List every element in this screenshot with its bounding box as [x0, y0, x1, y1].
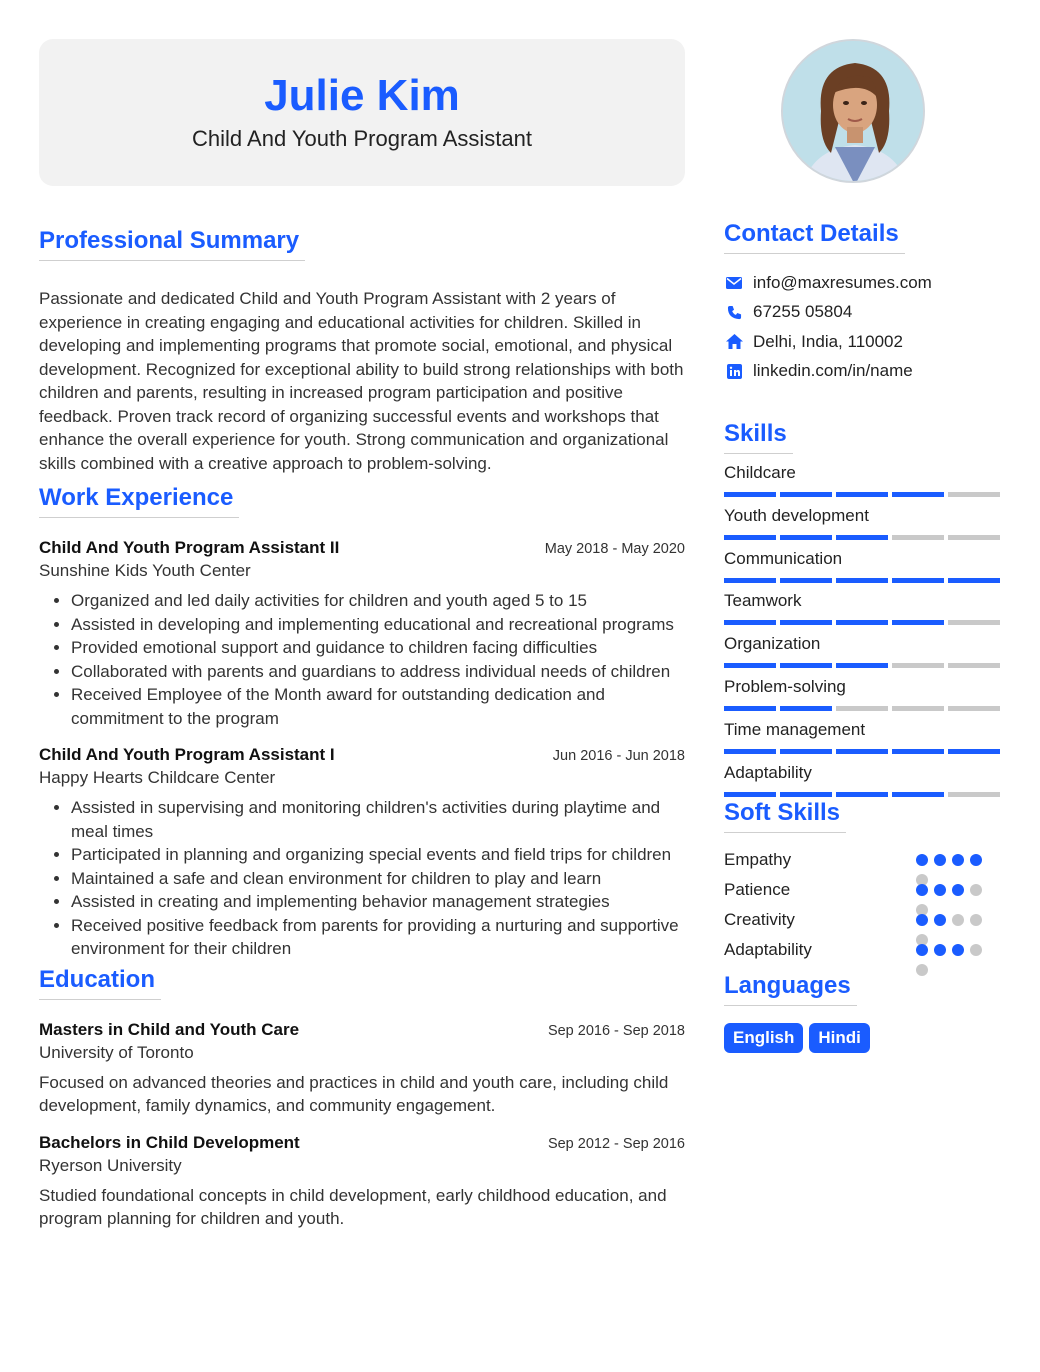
job-bullet: • Assisted in supervising and monitoring children's activities during playtime and meal times	[71, 796, 685, 843]
skill-level-bar	[724, 749, 1004, 754]
skill-level-bar	[724, 578, 1004, 583]
contact-list	[724, 268, 1004, 386]
rating-dot	[934, 944, 946, 956]
rating-dot	[916, 914, 928, 926]
job-bullets	[39, 796, 685, 961]
skill-level-segment	[892, 749, 944, 754]
rating-dot	[916, 854, 928, 866]
skill-item	[724, 454, 1004, 497]
school-name: University of Toronto	[39, 1042, 194, 1062]
contact-phone-text: 67255 05804	[753, 302, 853, 322]
soft-skill-name: Adaptability	[724, 940, 812, 960]
skill-level-segment	[780, 578, 832, 583]
skill-level-segment	[780, 620, 832, 625]
skill-level-segment	[724, 620, 776, 625]
soft-skill-rating	[916, 884, 988, 896]
skill-level-segment	[892, 535, 944, 540]
rating-dot	[934, 854, 946, 866]
phone-icon	[724, 304, 744, 320]
contact-address-text: Delhi, India, 110002	[753, 331, 903, 351]
skill-name: Adaptability	[724, 762, 812, 782]
degree-title: Bachelors in Child Development	[39, 1132, 300, 1152]
skill-level-bar	[724, 706, 1004, 711]
main-column	[39, 39, 685, 1231]
soft-skill-item	[724, 905, 1004, 935]
skill-item	[724, 754, 1004, 797]
skill-name: Teamwork	[724, 591, 802, 611]
school-name: Ryerson University	[39, 1155, 182, 1175]
skill-level-segment	[836, 792, 888, 797]
skill-level-segment	[724, 663, 776, 668]
job-bullet: • Assisted in creating and implementing behavior management strategies	[71, 890, 685, 914]
soft-skill-item	[724, 935, 1004, 965]
skill-item	[724, 540, 1004, 583]
skill-level-segment	[892, 663, 944, 668]
soft-skill-rating	[916, 914, 988, 926]
skill-level-segment	[724, 492, 776, 497]
education-entry	[39, 1018, 685, 1118]
rating-dot	[970, 944, 982, 956]
skill-level-bar	[724, 792, 1004, 797]
skill-name: Problem-solving	[724, 676, 846, 696]
skill-level-segment	[724, 706, 776, 711]
soft-skill-name: Creativity	[724, 910, 795, 930]
candidate-title: Child And Youth Program Assistant	[192, 126, 532, 151]
education-heading: Education	[39, 965, 161, 1000]
job-title: Child And Youth Program Assistant I	[39, 745, 335, 764]
skill-name: Time management	[724, 719, 866, 739]
soft-skills-list	[724, 845, 1004, 965]
education-date: Sep 2016 - Sep 2018	[547, 1022, 685, 1039]
skill-item	[724, 497, 1004, 540]
skill-level-segment	[780, 706, 832, 711]
experience-section	[39, 483, 685, 961]
soft-skill-rating	[916, 944, 988, 956]
rating-dot	[970, 884, 982, 896]
soft-skills-section	[724, 798, 1004, 965]
contact-email-text: info@maxresumes.com	[753, 272, 932, 292]
experience-heading: Work Experience	[39, 483, 239, 518]
skill-level-segment	[836, 663, 888, 668]
home-icon	[724, 334, 744, 350]
skill-item	[724, 711, 1004, 754]
envelope-icon	[724, 275, 744, 291]
skill-level-segment	[780, 749, 832, 754]
skill-item	[724, 625, 1004, 668]
soft-skill-item	[724, 875, 1004, 905]
skill-name: Childcare	[724, 463, 796, 482]
job-date: May 2018 - May 2020	[544, 541, 685, 557]
skill-level-segment	[948, 706, 1000, 711]
contact-address	[724, 327, 1004, 357]
summary-text: Passionate and dedicated Child and Youth Program Assistant with 2 years of experience in creating engaging and educational activities for children. Skilled in developing and implementing programs that promote social, emotional, and physical development. Recognized for exceptional ability to build strong relationships with both children and parents, resulting in increased program participation and positive feedback. Proven track record of organizing successful events and workshops that enhance the overall experience for youth. Strong communication and organizational skills combined with a creative approach to problem-solving.	[39, 289, 684, 473]
skill-level-segment	[780, 535, 832, 540]
job-employer: Happy Hearts Childcare Center	[39, 768, 276, 787]
job-bullet: • Maintained a safe and clean environment for children to play and learn	[71, 867, 685, 891]
resume-header	[39, 39, 685, 186]
skill-level-segment	[780, 663, 832, 668]
rating-dot	[970, 854, 982, 866]
job-bullets	[39, 589, 685, 730]
skill-level-segment	[892, 578, 944, 583]
skill-level-segment	[892, 492, 944, 497]
language-badge: English	[724, 1023, 803, 1053]
skill-level-segment	[724, 535, 776, 540]
soft-skill-name: Empathy	[724, 850, 792, 870]
job-date: Jun 2016 - Jun 2018	[552, 748, 685, 764]
languages-list	[724, 1023, 1004, 1053]
job-entry	[39, 743, 685, 961]
language-badge: Hindi	[809, 1023, 870, 1053]
contact-linkedin[interactable]	[724, 357, 1004, 387]
rating-dot	[952, 914, 964, 926]
skills-section	[724, 419, 1004, 796]
soft-skills-heading: Soft Skills	[724, 798, 846, 833]
contact-linkedin-text: linkedin.com/in/name	[753, 361, 913, 381]
rating-dot	[952, 854, 964, 866]
skill-level-bar	[724, 535, 1004, 540]
skill-level-segment	[948, 663, 1000, 668]
rating-dot	[916, 884, 928, 896]
skill-level-segment	[724, 578, 776, 583]
skill-level-bar	[724, 492, 1004, 497]
soft-skill-name: Patience	[724, 880, 791, 900]
rating-dot	[916, 944, 928, 956]
education-description: Focused on advanced theories and practices in child and youth care, including child development, family dynamics, and community engagement.	[39, 1072, 669, 1115]
job-bullet: • Collaborated with parents and guardians to address individual needs of children	[71, 660, 685, 684]
education-section	[39, 965, 685, 1231]
skill-level-segment	[836, 706, 888, 711]
degree-title: Masters in Child and Youth Care	[39, 1019, 300, 1039]
soft-skill-rating	[916, 854, 988, 866]
rating-dot	[952, 884, 964, 896]
contact-heading: Contact Details	[724, 219, 905, 254]
job-bullet: • Participated in planning and organizing special events and field trips for children	[71, 843, 685, 867]
soft-skill-item	[724, 845, 1004, 875]
languages-section	[724, 971, 1004, 1053]
skill-level-segment	[892, 706, 944, 711]
skill-name: Organization	[724, 634, 821, 654]
skill-level-segment	[724, 749, 776, 754]
rating-dot	[934, 884, 946, 896]
rating-dot	[970, 914, 982, 926]
rating-dot	[952, 944, 964, 956]
education-description: Studied foundational concepts in child development, early childhood education, and program planning for children and youth.	[39, 1185, 667, 1228]
skill-level-segment	[948, 620, 1000, 625]
skill-level-segment	[948, 535, 1000, 540]
job-bullet: • Received positive feedback from parents for providing a nurturing and supportive environment for their children	[71, 914, 685, 961]
job-employer: Sunshine Kids Youth Center	[39, 561, 251, 580]
job-bullet: • Received Employee of the Month award for outstanding dedication and commitment to the program	[71, 683, 685, 730]
skill-level-segment	[836, 535, 888, 540]
contact-section	[724, 219, 1004, 386]
skill-level-segment	[836, 749, 888, 754]
contact-phone[interactable]	[724, 298, 1004, 328]
job-bullet: • Organized and led daily activities for children and youth aged 5 to 15	[71, 589, 685, 613]
linkedin-icon	[724, 363, 744, 379]
sidebar-column	[724, 39, 1004, 1053]
languages-heading: Languages	[724, 971, 857, 1006]
skill-level-bar	[724, 620, 1004, 625]
job-entry	[39, 536, 685, 730]
skill-item	[724, 582, 1004, 625]
job-bullet: • Assisted in developing and implementing educational and recreational programs	[71, 613, 685, 637]
skill-level-segment	[948, 492, 1000, 497]
skill-level-bar	[724, 663, 1004, 668]
skills-list	[724, 454, 1004, 796]
skill-level-segment	[780, 792, 832, 797]
skill-level-segment	[724, 792, 776, 797]
profile-photo	[781, 39, 925, 183]
skill-level-segment	[948, 578, 1000, 583]
skill-level-segment	[892, 620, 944, 625]
education-entry	[39, 1131, 685, 1231]
skills-heading: Skills	[724, 419, 793, 454]
contact-email[interactable]	[724, 268, 1004, 298]
skill-level-segment	[948, 792, 1000, 797]
rating-dot	[934, 914, 946, 926]
skill-level-segment	[836, 578, 888, 583]
summary-section	[39, 226, 685, 475]
skill-level-segment	[892, 792, 944, 797]
skill-level-segment	[836, 620, 888, 625]
candidate-name: Julie Kim	[264, 71, 460, 120]
skill-level-segment	[836, 492, 888, 497]
skill-level-segment	[780, 492, 832, 497]
job-title: Child And Youth Program Assistant II	[39, 538, 340, 557]
education-date: Sep 2012 - Sep 2016	[547, 1135, 685, 1152]
skill-level-segment	[948, 749, 1000, 754]
summary-heading: Professional Summary	[39, 226, 305, 261]
job-bullet: • Provided emotional support and guidance to children facing difficulties	[71, 636, 685, 660]
skill-item	[724, 668, 1004, 711]
skill-name: Communication	[724, 548, 843, 568]
skill-name: Youth development	[724, 505, 869, 525]
